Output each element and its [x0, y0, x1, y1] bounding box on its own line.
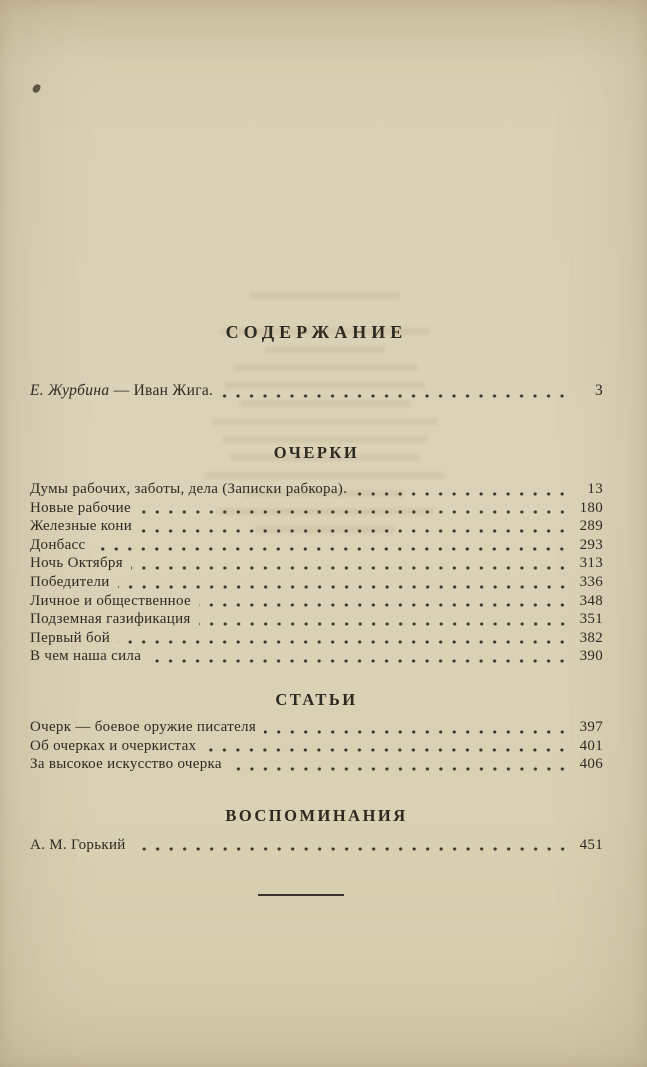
- toc-item-label: Новые рабочие: [30, 499, 131, 516]
- dot-leader: [230, 767, 571, 771]
- toc-item-label: Подземная газификация: [30, 611, 191, 628]
- dot-leader: [355, 492, 571, 496]
- contents-title: СОДЕРЖАНИЕ: [225, 322, 408, 342]
- toc-entry-dash: —: [113, 382, 130, 399]
- dot-leader: [199, 622, 571, 626]
- toc-item-page: 390: [579, 648, 603, 665]
- toc-item-label: А. М. Горький: [30, 836, 126, 853]
- toc-row: [30, 647, 603, 666]
- toc-item-label: Победители: [30, 573, 110, 590]
- toc-row: [30, 480, 603, 499]
- section-heading-essays: ОЧЕРКИ: [273, 443, 360, 462]
- toc-item-page: 351: [579, 611, 603, 628]
- dot-leader: [93, 547, 571, 551]
- toc-row: [30, 629, 603, 648]
- section-heading-memoirs: ВОСПОМИНАНИЯ: [225, 805, 408, 825]
- toc-item-label: В чем наша сила: [30, 648, 142, 665]
- toc-entry-page: 3: [594, 382, 603, 399]
- dot-leader: [264, 730, 571, 734]
- dot-leader: [149, 659, 571, 663]
- toc-row: [30, 718, 603, 737]
- dot-leader: [118, 585, 571, 589]
- toc-entry-work: Иван Жига.: [133, 382, 214, 399]
- dot-leader: [131, 566, 571, 570]
- dot-leader: [139, 510, 571, 514]
- toc-item-page: 289: [579, 518, 603, 535]
- toc-item-label: Личное и общественное: [30, 592, 191, 609]
- toc-row: [30, 554, 603, 573]
- toc-item-page: 13: [587, 481, 603, 497]
- toc-row: [30, 536, 603, 555]
- section-heading-articles: СТАТЬИ: [275, 689, 358, 709]
- toc-row: [30, 592, 603, 611]
- dot-leader: [199, 603, 571, 607]
- dot-leader: [118, 640, 571, 644]
- toc-row: [30, 610, 603, 629]
- toc-item-label: Думы рабочих, заботы, дела (Записки рабкора).: [30, 481, 348, 497]
- toc-item-page: 180: [579, 499, 603, 516]
- toc-row: [30, 836, 603, 855]
- toc-row: [30, 517, 603, 536]
- toc-item-page: 406: [579, 756, 603, 773]
- toc-item-page: 382: [579, 629, 603, 646]
- toc-item-page: 401: [579, 737, 603, 754]
- toc-item-page: 451: [579, 836, 603, 853]
- dot-leader: [204, 748, 571, 752]
- end-rule: [258, 894, 344, 896]
- toc-row-intro: [30, 381, 603, 401]
- toc-item-label: Донбасс: [30, 536, 86, 553]
- toc-item-label: За высокое искусство очерка: [30, 756, 222, 773]
- toc-item-page: 397: [579, 718, 603, 735]
- toc-item-page: 336: [579, 573, 603, 590]
- toc-item-label: Первый бой: [30, 629, 111, 646]
- toc-item-label: Об очерках и очеркистах: [30, 737, 197, 754]
- dot-leader: [221, 394, 571, 398]
- toc-row: [30, 737, 603, 756]
- toc-item-page: 348: [579, 592, 603, 609]
- toc-item-page: 293: [579, 536, 603, 553]
- contents-block: [30, 0, 603, 896]
- dot-leader: [140, 529, 571, 533]
- toc-item-label: Ночь Октября: [30, 555, 123, 572]
- toc-row: [30, 755, 603, 774]
- toc-entry-intro-label: [30, 381, 213, 401]
- toc-item-page: 313: [579, 555, 603, 572]
- toc-item-label: Железные кони: [30, 518, 133, 535]
- toc-row: [30, 573, 603, 592]
- toc-row: [30, 499, 603, 518]
- dot-leader: [134, 847, 571, 851]
- toc-item-label: Очерк — боевое оружие писателя: [30, 718, 257, 735]
- toc-entry-author: Е. Журбина: [30, 382, 110, 399]
